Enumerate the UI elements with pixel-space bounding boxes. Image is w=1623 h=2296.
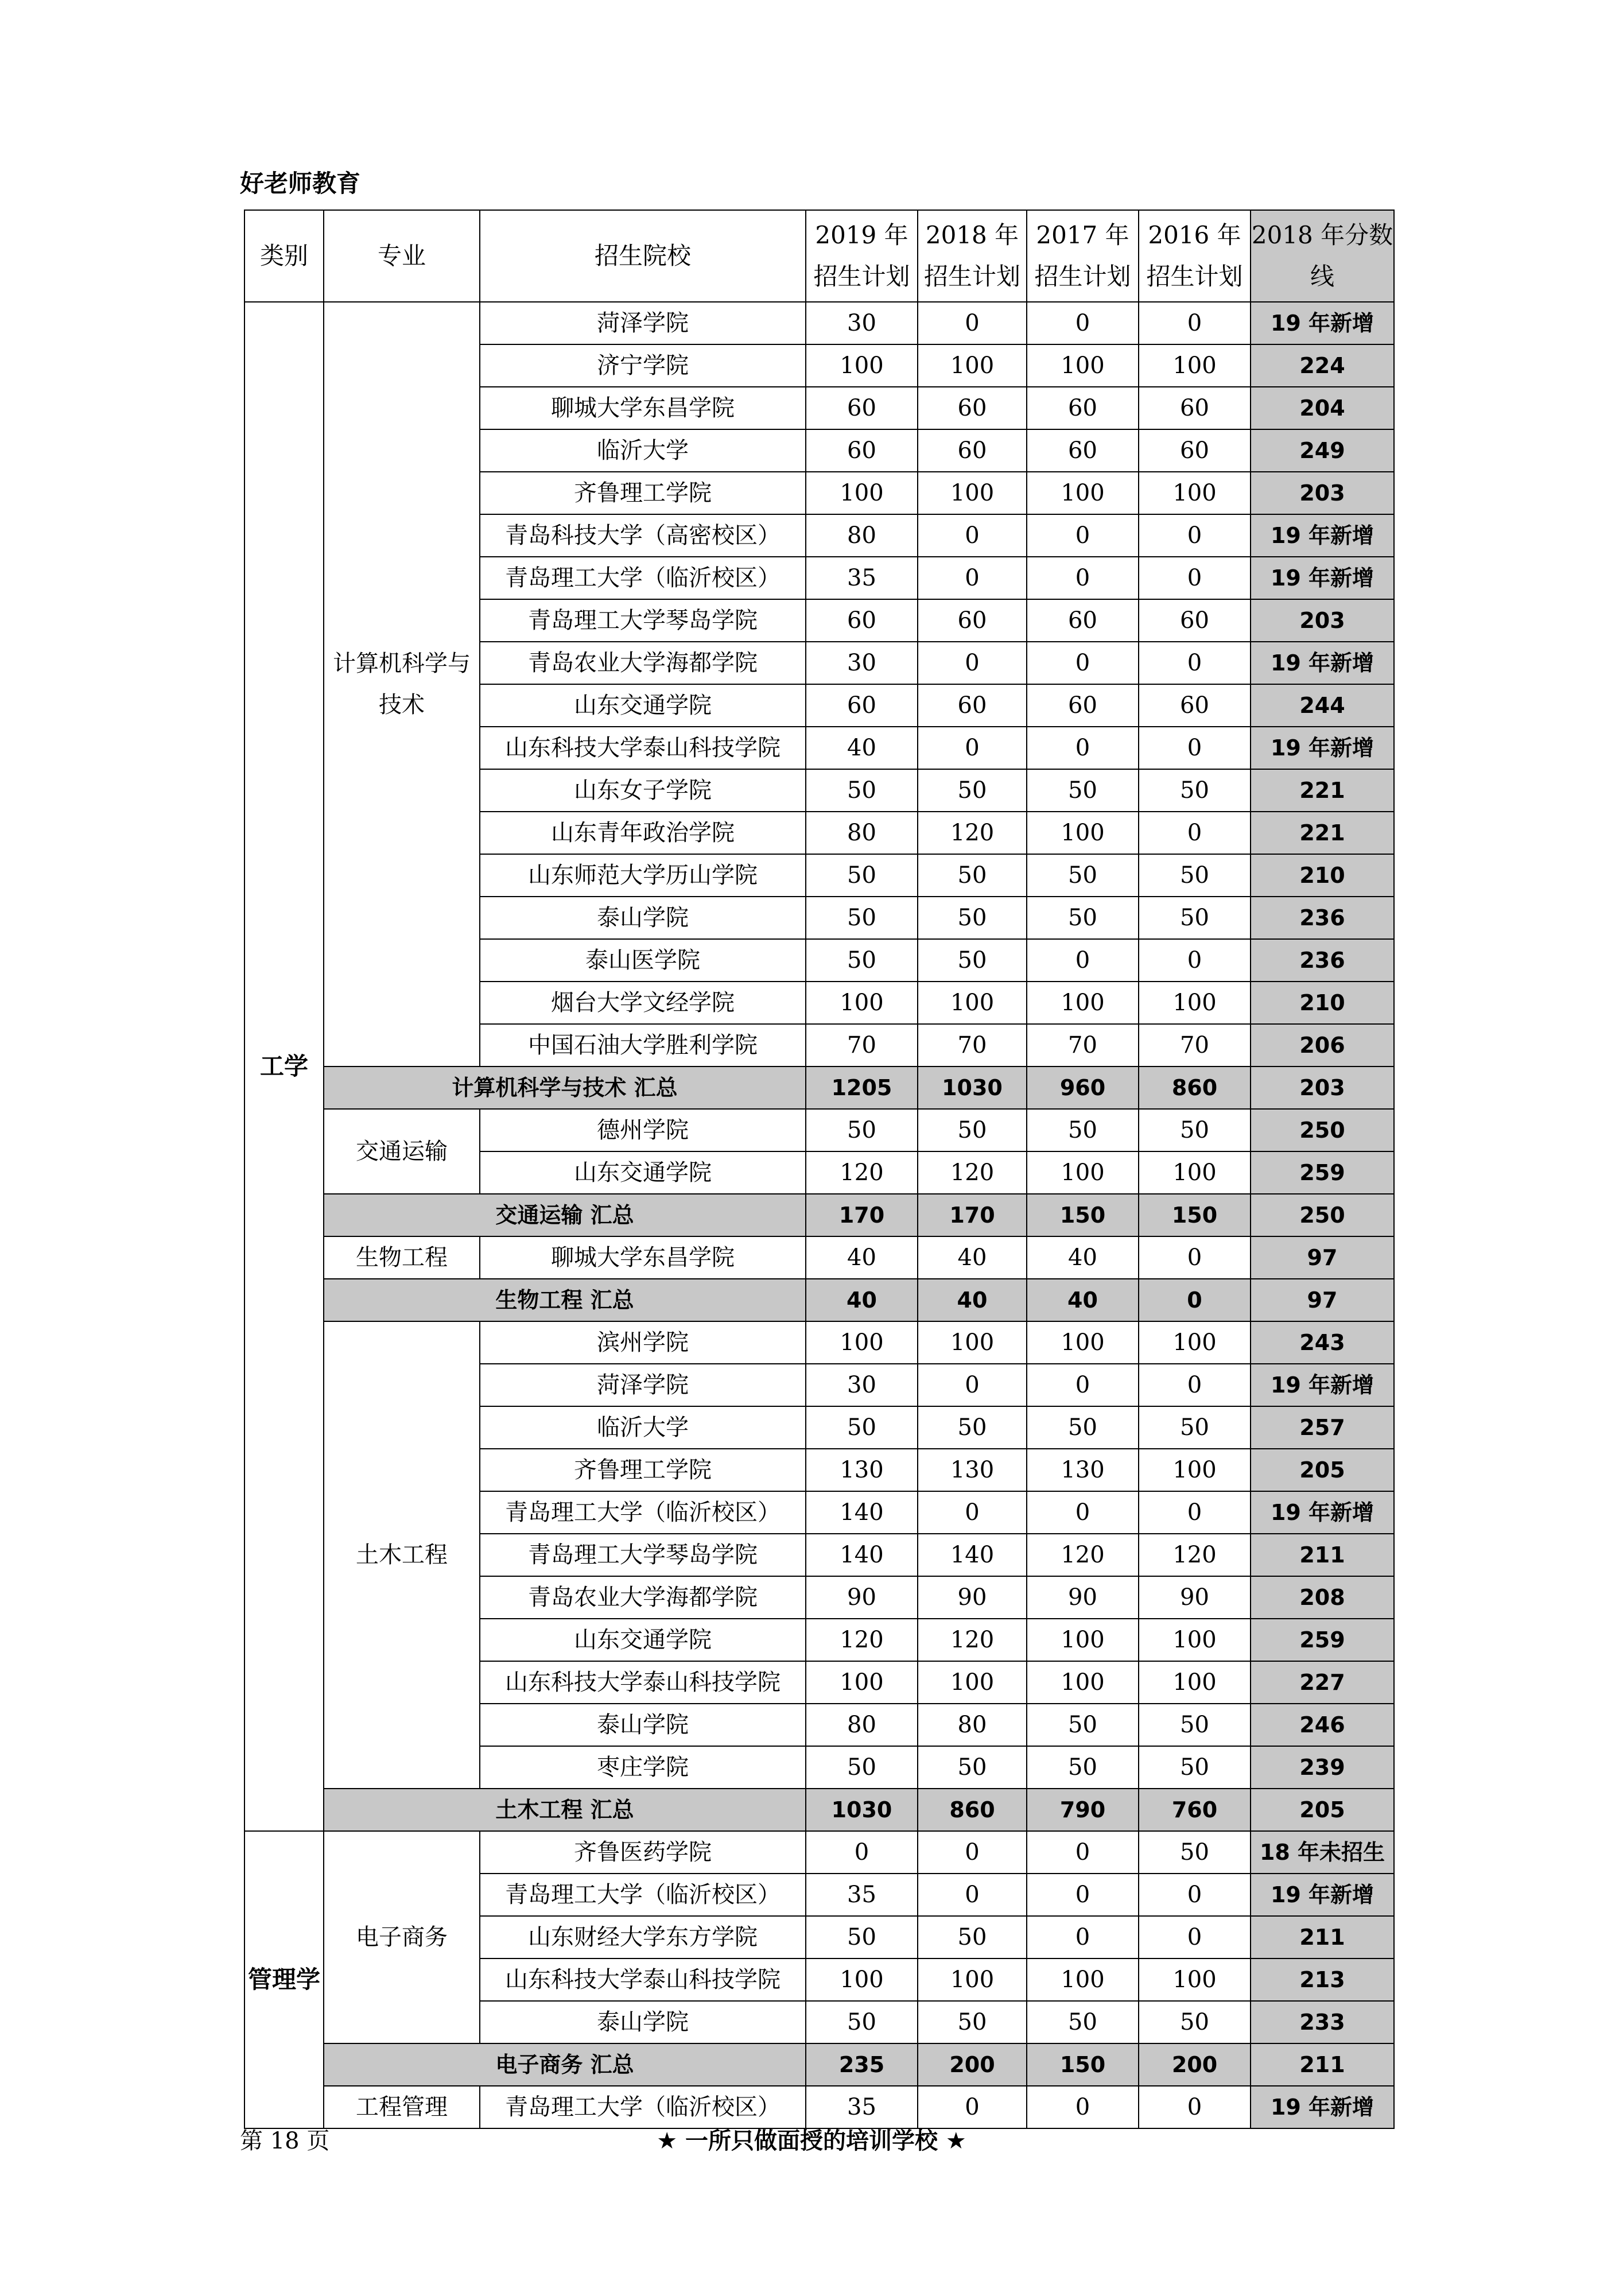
plan-2018-subtotal: 860 xyxy=(918,1789,1027,1831)
plan-2018-cell: 80 xyxy=(918,1704,1027,1746)
score-2018-cell: 213 xyxy=(1251,1958,1394,2001)
score-2018-cell: 19 年新增 xyxy=(1251,642,1394,684)
table-row xyxy=(244,302,1394,344)
plan-2017-cell: 100 xyxy=(1027,1321,1139,1364)
plan-2018-cell: 120 xyxy=(918,812,1027,854)
score-2018-subtotal: 211 xyxy=(1251,2043,1394,2086)
school-cell: 青岛农业大学海都学院 xyxy=(480,1576,806,1619)
plan-2016-cell: 0 xyxy=(1139,557,1251,599)
plan-2016-cell: 70 xyxy=(1139,1024,1251,1066)
plan-2018-cell: 0 xyxy=(918,1874,1027,1916)
plan-2017-cell: 50 xyxy=(1027,1704,1139,1746)
school-cell: 山东科技大学泰山科技学院 xyxy=(480,1661,806,1704)
plan-2019-cell: 80 xyxy=(806,1704,918,1746)
school-cell: 山东交通学院 xyxy=(480,684,806,727)
score-2018-cell: 18 年未招生 xyxy=(1251,1831,1394,1874)
plan-2019-cell: 40 xyxy=(806,727,918,769)
table-row xyxy=(244,1321,1394,1364)
score-2018-cell: 19 年新增 xyxy=(1251,2086,1394,2128)
score-2018-cell: 206 xyxy=(1251,1024,1394,1066)
plan-2019-subtotal: 1030 xyxy=(806,1789,918,1831)
plan-2018-subtotal: 1030 xyxy=(918,1066,1027,1109)
plan-2017-cell: 100 xyxy=(1027,1958,1139,2001)
school-cell: 青岛理工大学琴岛学院 xyxy=(480,1534,806,1576)
plan-2019-cell: 60 xyxy=(806,599,918,642)
plan-2019-cell: 100 xyxy=(806,1321,918,1364)
category-cell: 工学 xyxy=(244,302,324,1831)
header-plan-2018: 2018 年招生计划 xyxy=(918,210,1027,302)
plan-2018-cell: 0 xyxy=(918,1491,1027,1534)
school-cell: 菏泽学院 xyxy=(480,1364,806,1406)
plan-2018-cell: 0 xyxy=(918,1831,1027,1874)
school-cell: 滨州学院 xyxy=(480,1321,806,1364)
plan-2017-cell: 50 xyxy=(1027,897,1139,939)
plan-2016-cell: 90 xyxy=(1139,1576,1251,1619)
plan-2018-cell: 0 xyxy=(918,727,1027,769)
plan-2018-cell: 70 xyxy=(918,1024,1027,1066)
school-cell: 青岛农业大学海都学院 xyxy=(480,642,806,684)
plan-2018-cell: 100 xyxy=(918,982,1027,1024)
plan-2019-cell: 30 xyxy=(806,1364,918,1406)
score-2018-cell: 227 xyxy=(1251,1661,1394,1704)
plan-2016-subtotal: 860 xyxy=(1139,1066,1251,1109)
plan-2019-cell: 50 xyxy=(806,1109,918,1151)
plan-2019-subtotal: 40 xyxy=(806,1279,918,1321)
school-cell: 德州学院 xyxy=(480,1109,806,1151)
plan-2017-cell: 90 xyxy=(1027,1576,1139,1619)
school-cell: 山东女子学院 xyxy=(480,769,806,812)
plan-2016-cell: 0 xyxy=(1139,1874,1251,1916)
plan-2019-cell: 140 xyxy=(806,1534,918,1576)
score-2018-cell: 236 xyxy=(1251,939,1394,982)
header-category: 类别 xyxy=(244,210,324,302)
score-2018-cell: 250 xyxy=(1251,1109,1394,1151)
plan-2019-cell: 80 xyxy=(806,514,918,557)
plan-2017-cell: 0 xyxy=(1027,1831,1139,1874)
score-2018-cell: 246 xyxy=(1251,1704,1394,1746)
header-plan-2016: 2016 年招生计划 xyxy=(1139,210,1251,302)
plan-2016-cell: 60 xyxy=(1139,599,1251,642)
school-cell: 山东财经大学东方学院 xyxy=(480,1916,806,1958)
plan-2016-cell: 50 xyxy=(1139,2001,1251,2043)
plan-2017-subtotal: 960 xyxy=(1027,1066,1139,1109)
organization-title: 好老师教育 xyxy=(240,169,361,197)
major-cell: 土木工程 xyxy=(324,1321,480,1789)
plan-2018-cell: 100 xyxy=(918,472,1027,514)
plan-2016-cell: 0 xyxy=(1139,1491,1251,1534)
plan-2019-cell: 60 xyxy=(806,684,918,727)
school-cell: 泰山学院 xyxy=(480,1704,806,1746)
plan-2016-cell: 0 xyxy=(1139,939,1251,982)
plan-2017-cell: 100 xyxy=(1027,1619,1139,1661)
score-2018-cell: 19 年新增 xyxy=(1251,1364,1394,1406)
plan-2019-cell: 50 xyxy=(806,854,918,897)
plan-2018-cell: 50 xyxy=(918,1406,1027,1449)
plan-2018-subtotal: 200 xyxy=(918,2043,1027,2086)
plan-2019-cell: 40 xyxy=(806,1236,918,1279)
plan-2016-cell: 100 xyxy=(1139,1958,1251,2001)
plan-2019-cell: 0 xyxy=(806,1831,918,1874)
plan-2019-cell: 50 xyxy=(806,1916,918,1958)
plan-2019-cell: 50 xyxy=(806,769,918,812)
school-cell: 泰山医学院 xyxy=(480,939,806,982)
header-school: 招生院校 xyxy=(480,210,806,302)
plan-2017-cell: 50 xyxy=(1027,1109,1139,1151)
plan-2018-cell: 60 xyxy=(918,429,1027,472)
plan-2018-cell: 50 xyxy=(918,1916,1027,1958)
table-row xyxy=(244,1831,1394,1874)
plan-2016-cell: 0 xyxy=(1139,302,1251,344)
table-row xyxy=(244,2086,1394,2128)
plan-2018-cell: 0 xyxy=(918,514,1027,557)
header-plan-2019: 2019 年招生计划 xyxy=(806,210,918,302)
school-cell: 聊城大学东昌学院 xyxy=(480,1236,806,1279)
plan-2016-subtotal: 760 xyxy=(1139,1789,1251,1831)
plan-2016-subtotal: 150 xyxy=(1139,1194,1251,1236)
score-2018-subtotal: 205 xyxy=(1251,1789,1394,1831)
plan-2017-cell: 130 xyxy=(1027,1449,1139,1491)
header-major: 专业 xyxy=(324,210,480,302)
school-cell: 山东交通学院 xyxy=(480,1151,806,1194)
score-2018-cell: 244 xyxy=(1251,684,1394,727)
plan-2018-subtotal: 170 xyxy=(918,1194,1027,1236)
plan-2019-cell: 90 xyxy=(806,1576,918,1619)
score-2018-cell: 19 年新增 xyxy=(1251,302,1394,344)
plan-2019-subtotal: 1205 xyxy=(806,1066,918,1109)
plan-2019-cell: 70 xyxy=(806,1024,918,1066)
plan-2017-subtotal: 150 xyxy=(1027,1194,1139,1236)
table-row xyxy=(244,1236,1394,1279)
plan-2017-cell: 100 xyxy=(1027,472,1139,514)
plan-2018-cell: 100 xyxy=(918,1661,1027,1704)
plan-2017-cell: 60 xyxy=(1027,387,1139,429)
plan-2018-cell: 50 xyxy=(918,939,1027,982)
score-2018-cell: 204 xyxy=(1251,387,1394,429)
school-cell: 青岛理工大学（临沂校区） xyxy=(480,1874,806,1916)
header-plan-2017: 2017 年招生计划 xyxy=(1027,210,1139,302)
subtotal-label: 交通运输 汇总 xyxy=(324,1194,806,1236)
plan-2016-cell: 120 xyxy=(1139,1534,1251,1576)
plan-2018-cell: 130 xyxy=(918,1449,1027,1491)
plan-2016-cell: 0 xyxy=(1139,727,1251,769)
plan-2017-cell: 0 xyxy=(1027,302,1139,344)
school-cell: 枣庄学院 xyxy=(480,1746,806,1789)
plan-2017-cell: 100 xyxy=(1027,344,1139,387)
school-cell: 青岛理工大学琴岛学院 xyxy=(480,599,806,642)
plan-2016-cell: 100 xyxy=(1139,1661,1251,1704)
plan-2018-cell: 0 xyxy=(918,557,1027,599)
school-cell: 济宁学院 xyxy=(480,344,806,387)
plan-2017-cell: 100 xyxy=(1027,982,1139,1024)
plan-2019-cell: 80 xyxy=(806,812,918,854)
school-cell: 齐鲁理工学院 xyxy=(480,1449,806,1491)
score-2018-cell: 210 xyxy=(1251,982,1394,1024)
school-cell: 山东科技大学泰山科技学院 xyxy=(480,1958,806,2001)
plan-2016-cell: 0 xyxy=(1139,2086,1251,2128)
plan-2017-cell: 100 xyxy=(1027,1661,1139,1704)
plan-2016-cell: 0 xyxy=(1139,514,1251,557)
major-cell: 电子商务 xyxy=(324,1831,480,2043)
score-2018-cell: 211 xyxy=(1251,1534,1394,1576)
score-2018-cell: 224 xyxy=(1251,344,1394,387)
plan-2017-subtotal: 790 xyxy=(1027,1789,1139,1831)
plan-2016-cell: 50 xyxy=(1139,1746,1251,1789)
plan-2019-cell: 120 xyxy=(806,1619,918,1661)
plan-2016-cell: 50 xyxy=(1139,897,1251,939)
score-2018-cell: 239 xyxy=(1251,1746,1394,1789)
plan-2019-cell: 50 xyxy=(806,1406,918,1449)
school-cell: 泰山学院 xyxy=(480,2001,806,2043)
major-cell: 交通运输 xyxy=(324,1109,480,1194)
plan-2016-cell: 60 xyxy=(1139,387,1251,429)
footer-slogan: ★ 一所只做面授的培训学校 ★ xyxy=(657,2128,966,2154)
plan-2018-cell: 60 xyxy=(918,387,1027,429)
plan-2016-cell: 0 xyxy=(1139,1916,1251,1958)
plan-2018-cell: 60 xyxy=(918,599,1027,642)
school-cell: 山东科技大学泰山科技学院 xyxy=(480,727,806,769)
plan-2018-cell: 0 xyxy=(918,642,1027,684)
plan-2019-cell: 100 xyxy=(806,472,918,514)
score-2018-cell: 221 xyxy=(1251,812,1394,854)
score-2018-cell: 243 xyxy=(1251,1321,1394,1364)
plan-2018-cell: 90 xyxy=(918,1576,1027,1619)
plan-2018-cell: 50 xyxy=(918,769,1027,812)
plan-2018-cell: 60 xyxy=(918,684,1027,727)
plan-2017-cell: 0 xyxy=(1027,727,1139,769)
plan-2017-cell: 0 xyxy=(1027,642,1139,684)
plan-2018-cell: 0 xyxy=(918,1364,1027,1406)
school-cell: 山东交通学院 xyxy=(480,1619,806,1661)
score-2018-cell: 203 xyxy=(1251,472,1394,514)
plan-2018-cell: 50 xyxy=(918,1746,1027,1789)
score-2018-cell: 19 年新增 xyxy=(1251,727,1394,769)
school-cell: 青岛理工大学（临沂校区） xyxy=(480,1491,806,1534)
plan-2019-cell: 50 xyxy=(806,939,918,982)
plan-2018-cell: 0 xyxy=(918,302,1027,344)
major-cell: 工程管理 xyxy=(324,2086,480,2128)
plan-2018-cell: 0 xyxy=(918,2086,1027,2128)
admissions-table xyxy=(244,210,1395,2129)
plan-2017-cell: 0 xyxy=(1027,1874,1139,1916)
plan-2017-cell: 40 xyxy=(1027,1236,1139,1279)
plan-2019-cell: 100 xyxy=(806,982,918,1024)
plan-2016-cell: 60 xyxy=(1139,429,1251,472)
plan-2019-cell: 60 xyxy=(806,429,918,472)
plan-2017-cell: 50 xyxy=(1027,769,1139,812)
plan-2019-cell: 30 xyxy=(806,642,918,684)
plan-2019-cell: 100 xyxy=(806,344,918,387)
plan-2019-cell: 30 xyxy=(806,302,918,344)
plan-2019-subtotal: 235 xyxy=(806,2043,918,2086)
score-2018-cell: 259 xyxy=(1251,1619,1394,1661)
plan-2016-cell: 60 xyxy=(1139,684,1251,727)
plan-2019-cell: 50 xyxy=(806,1746,918,1789)
plan-2017-cell: 50 xyxy=(1027,1406,1139,1449)
school-cell: 山东青年政治学院 xyxy=(480,812,806,854)
school-cell: 青岛科技大学（高密校区） xyxy=(480,514,806,557)
score-2018-cell: 249 xyxy=(1251,429,1394,472)
table-body xyxy=(244,302,1394,2128)
plan-2016-cell: 100 xyxy=(1139,1151,1251,1194)
plan-2016-cell: 100 xyxy=(1139,344,1251,387)
plan-2019-cell: 60 xyxy=(806,387,918,429)
school-cell: 齐鲁理工学院 xyxy=(480,472,806,514)
plan-2018-cell: 40 xyxy=(918,1236,1027,1279)
plan-2017-subtotal: 150 xyxy=(1027,2043,1139,2086)
school-cell: 菏泽学院 xyxy=(480,302,806,344)
plan-2016-cell: 0 xyxy=(1139,1236,1251,1279)
category-cell: 管理学 xyxy=(244,1831,324,2128)
plan-2016-cell: 100 xyxy=(1139,1619,1251,1661)
school-cell: 中国石油大学胜利学院 xyxy=(480,1024,806,1066)
plan-2017-cell: 100 xyxy=(1027,812,1139,854)
plan-2018-subtotal: 40 xyxy=(918,1279,1027,1321)
plan-2016-cell: 50 xyxy=(1139,854,1251,897)
plan-2016-cell: 100 xyxy=(1139,472,1251,514)
score-2018-subtotal: 97 xyxy=(1251,1279,1394,1321)
plan-2019-cell: 35 xyxy=(806,1874,918,1916)
plan-2018-cell: 50 xyxy=(918,2001,1027,2043)
school-cell: 青岛理工大学（临沂校区） xyxy=(480,557,806,599)
plan-2018-cell: 100 xyxy=(918,1958,1027,2001)
plan-2018-cell: 50 xyxy=(918,1109,1027,1151)
plan-2018-cell: 50 xyxy=(918,897,1027,939)
plan-2017-cell: 100 xyxy=(1027,1151,1139,1194)
school-cell: 山东师范大学历山学院 xyxy=(480,854,806,897)
school-cell: 聊城大学东昌学院 xyxy=(480,387,806,429)
score-2018-cell: 97 xyxy=(1251,1236,1394,1279)
score-2018-cell: 257 xyxy=(1251,1406,1394,1449)
page-number: 第 18 页 xyxy=(240,2128,330,2154)
school-cell: 临沂大学 xyxy=(480,1406,806,1449)
score-2018-cell: 205 xyxy=(1251,1449,1394,1491)
score-2018-cell: 211 xyxy=(1251,1916,1394,1958)
plan-2018-cell: 100 xyxy=(918,344,1027,387)
plan-2016-subtotal: 200 xyxy=(1139,2043,1251,2086)
plan-2019-cell: 130 xyxy=(806,1449,918,1491)
major-cell: 生物工程 xyxy=(324,1236,480,1279)
score-2018-cell: 19 年新增 xyxy=(1251,514,1394,557)
plan-2019-cell: 50 xyxy=(806,897,918,939)
plan-2019-cell: 100 xyxy=(806,1661,918,1704)
subtotal-label: 生物工程 汇总 xyxy=(324,1279,806,1321)
subtotal-label: 计算机科学与技术 汇总 xyxy=(324,1066,806,1109)
subtotal-row xyxy=(244,1194,1394,1236)
score-2018-cell: 221 xyxy=(1251,769,1394,812)
plan-2016-cell: 50 xyxy=(1139,1406,1251,1449)
plan-2018-cell: 120 xyxy=(918,1151,1027,1194)
score-2018-cell: 19 年新增 xyxy=(1251,1874,1394,1916)
score-2018-subtotal: 250 xyxy=(1251,1194,1394,1236)
plan-2017-subtotal: 40 xyxy=(1027,1279,1139,1321)
school-cell: 青岛理工大学（临沂校区） xyxy=(480,2086,806,2128)
plan-2016-cell: 0 xyxy=(1139,1364,1251,1406)
header-score-2018: 2018 年分数线 xyxy=(1251,210,1394,302)
plan-2016-cell: 100 xyxy=(1139,982,1251,1024)
plan-2017-cell: 70 xyxy=(1027,1024,1139,1066)
plan-2018-cell: 120 xyxy=(918,1619,1027,1661)
plan-2019-subtotal: 170 xyxy=(806,1194,918,1236)
score-2018-subtotal: 203 xyxy=(1251,1066,1394,1109)
score-2018-cell: 236 xyxy=(1251,897,1394,939)
score-2018-cell: 19 年新增 xyxy=(1251,557,1394,599)
school-cell: 临沂大学 xyxy=(480,429,806,472)
plan-2017-cell: 60 xyxy=(1027,429,1139,472)
plan-2017-cell: 0 xyxy=(1027,1491,1139,1534)
plan-2016-subtotal: 0 xyxy=(1139,1279,1251,1321)
plan-2016-cell: 100 xyxy=(1139,1449,1251,1491)
score-2018-cell: 233 xyxy=(1251,2001,1394,2043)
plan-2019-cell: 140 xyxy=(806,1491,918,1534)
subtotal-label: 电子商务 汇总 xyxy=(324,2043,806,2086)
plan-2016-cell: 50 xyxy=(1139,1704,1251,1746)
plan-2017-cell: 60 xyxy=(1027,599,1139,642)
score-2018-cell: 259 xyxy=(1251,1151,1394,1194)
plan-2016-cell: 100 xyxy=(1139,1321,1251,1364)
plan-2017-cell: 50 xyxy=(1027,854,1139,897)
school-cell: 齐鲁医药学院 xyxy=(480,1831,806,1874)
subtotal-row xyxy=(244,1066,1394,1109)
plan-2019-cell: 100 xyxy=(806,1958,918,2001)
plan-2019-cell: 35 xyxy=(806,2086,918,2128)
plan-2017-cell: 60 xyxy=(1027,684,1139,727)
plan-2018-cell: 100 xyxy=(918,1321,1027,1364)
school-cell: 泰山学院 xyxy=(480,897,806,939)
subtotal-row xyxy=(244,1789,1394,1831)
subtotal-row xyxy=(244,2043,1394,2086)
score-2018-cell: 208 xyxy=(1251,1576,1394,1619)
plan-2017-cell: 50 xyxy=(1027,2001,1139,2043)
plan-2017-cell: 0 xyxy=(1027,1916,1139,1958)
plan-2016-cell: 50 xyxy=(1139,1831,1251,1874)
plan-2016-cell: 0 xyxy=(1139,642,1251,684)
plan-2017-cell: 0 xyxy=(1027,939,1139,982)
plan-2018-cell: 50 xyxy=(918,854,1027,897)
plan-2017-cell: 0 xyxy=(1027,514,1139,557)
plan-2016-cell: 0 xyxy=(1139,812,1251,854)
major-cell: 计算机科学与技术 xyxy=(324,302,480,1066)
plan-2016-cell: 50 xyxy=(1139,769,1251,812)
plan-2018-cell: 140 xyxy=(918,1534,1027,1576)
plan-2019-cell: 50 xyxy=(806,2001,918,2043)
plan-2019-cell: 120 xyxy=(806,1151,918,1194)
plan-2019-cell: 35 xyxy=(806,557,918,599)
subtotal-row xyxy=(244,1279,1394,1321)
table-header-row xyxy=(244,210,1394,302)
plan-2017-cell: 0 xyxy=(1027,1364,1139,1406)
subtotal-label: 土木工程 汇总 xyxy=(324,1789,806,1831)
score-2018-cell: 203 xyxy=(1251,599,1394,642)
plan-2016-cell: 50 xyxy=(1139,1109,1251,1151)
plan-2017-cell: 50 xyxy=(1027,1746,1139,1789)
table-row xyxy=(244,1109,1394,1151)
plan-2017-cell: 0 xyxy=(1027,557,1139,599)
score-2018-cell: 19 年新增 xyxy=(1251,1491,1394,1534)
school-cell: 烟台大学文经学院 xyxy=(480,982,806,1024)
plan-2017-cell: 0 xyxy=(1027,2086,1139,2128)
score-2018-cell: 210 xyxy=(1251,854,1394,897)
plan-2017-cell: 120 xyxy=(1027,1534,1139,1576)
